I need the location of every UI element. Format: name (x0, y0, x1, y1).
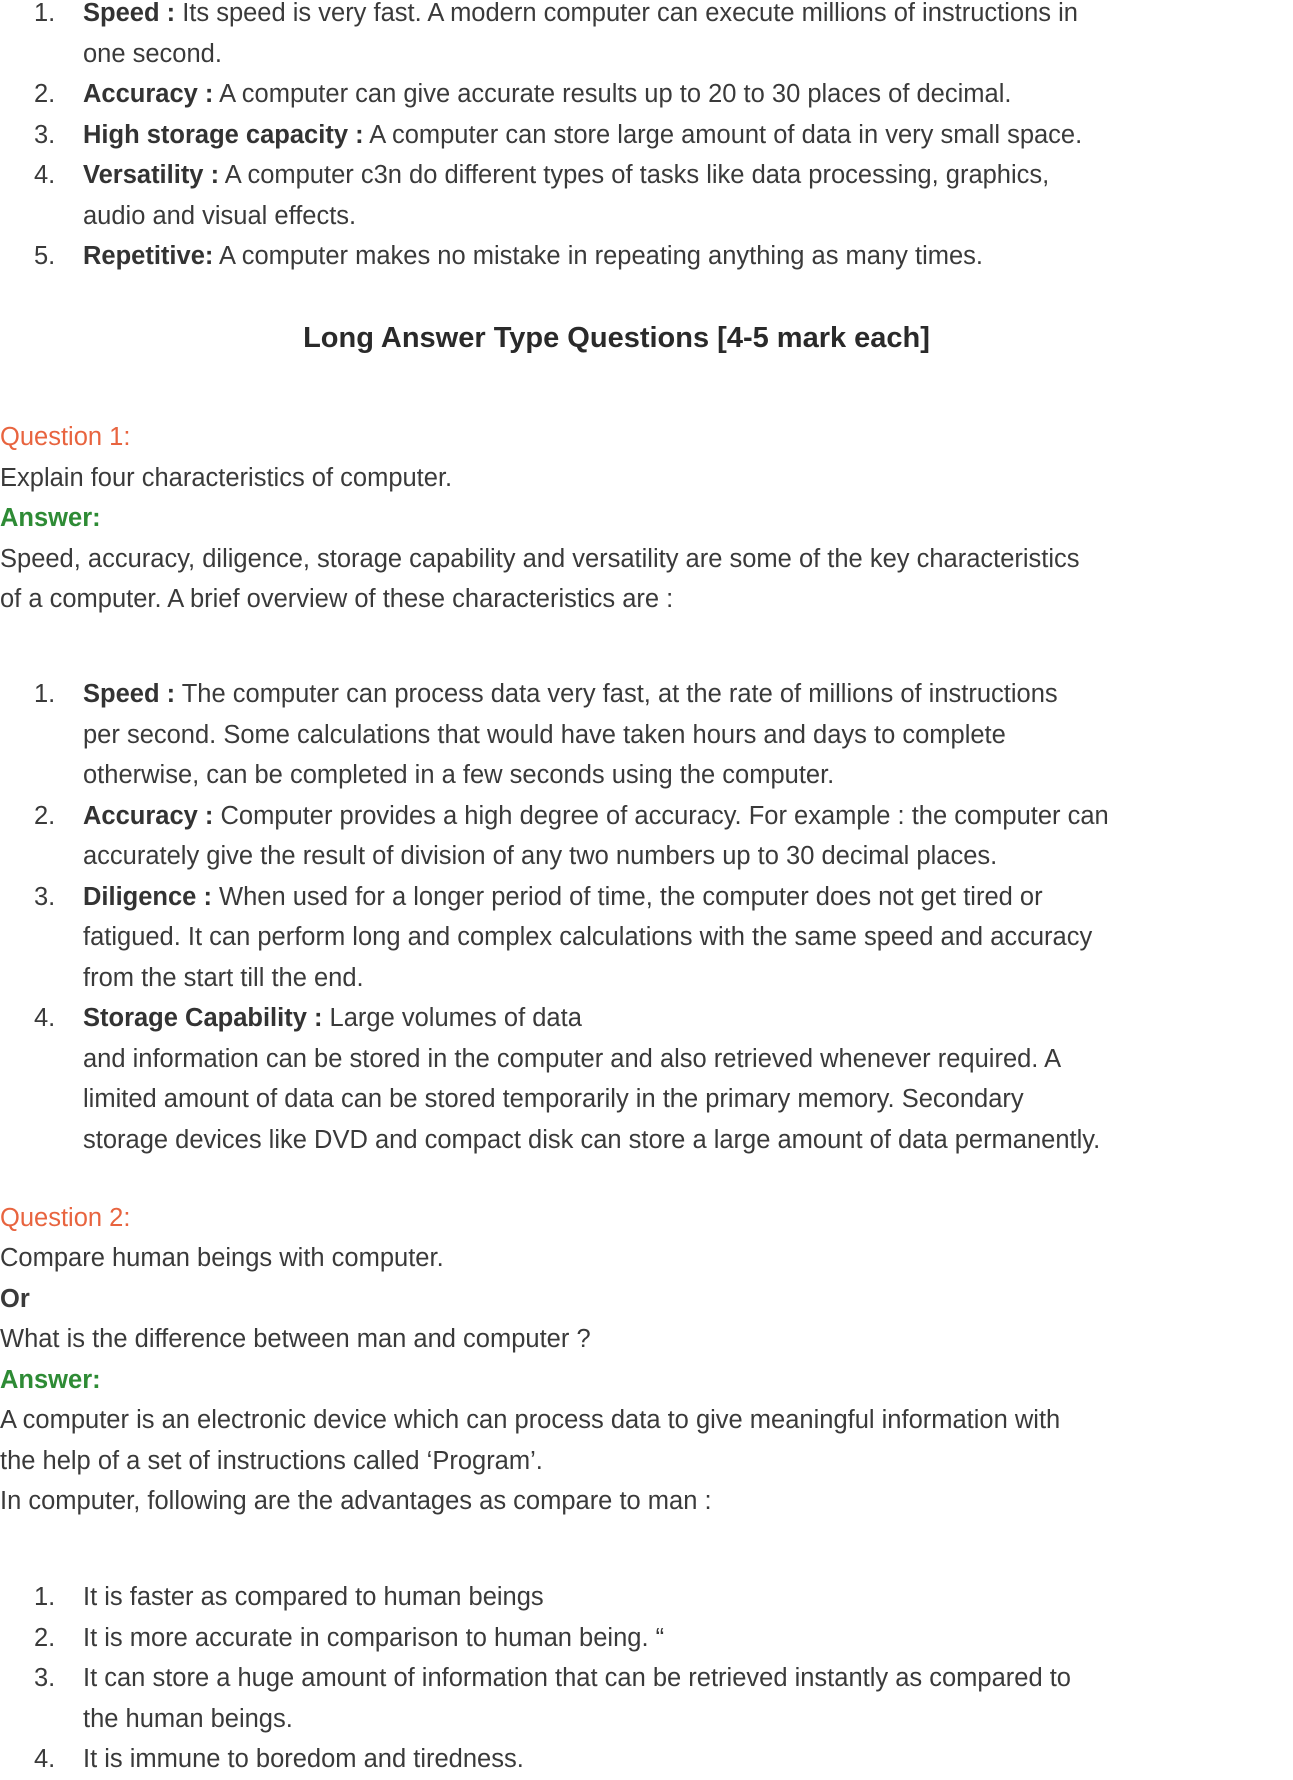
question-2-text: Compare human beings with computer. (0, 1244, 444, 1272)
list-item-text: The computer can process data very fast, at the rate of millions of instructions (175, 680, 1058, 708)
list-item-text: It is more accurate in comparison to human being. “ (83, 1623, 665, 1652)
answer-1-intro-line: Speed, accuracy, diligence, storage capability and versatility are some of the key characteristics (0, 544, 1080, 573)
list-item-line (0, 34, 1293, 75)
list-item-line (0, 836, 1293, 877)
list-item-term: Accuracy : (83, 801, 214, 830)
list-item-line (0, 1618, 1293, 1659)
list-number: 1. (34, 0, 56, 27)
list-item-line (0, 196, 1293, 237)
list-item-text: and information can be stored in the computer and also retrieved whenever required. A (83, 1044, 1062, 1073)
list-item-line (0, 1577, 1293, 1618)
list-item-line (0, 998, 1293, 1039)
list-item-text: accurately give the result of division of any two numbers up to 30 decimal places. (83, 842, 998, 870)
answer-2-intro-line: A computer is an electronic device which can process data to give meaningful information with (0, 1406, 1061, 1434)
list-number: 3. (34, 1664, 56, 1692)
question-2-label: Question 2: (0, 1203, 131, 1232)
list-item-line (0, 236, 1293, 277)
list-item-text: It is immune to boredom and tiredness. (83, 1745, 524, 1773)
list-item-text: audio and visual effects. (83, 201, 357, 230)
list-item-term: Accuracy : (83, 80, 214, 108)
question-1-label: Question 1: (0, 423, 131, 451)
list-item-line (0, 74, 1293, 115)
list-number: 2. (34, 1623, 56, 1652)
list-item-term: Diligence : (83, 882, 212, 911)
list-item-text: Its speed is very fast. A modern computer can execute millions of instructions in (175, 0, 1078, 27)
list-item-line (0, 715, 1293, 756)
answer-2-intro-line: the help of a set of instructions called ‘Program’. (0, 1446, 543, 1475)
list-number: 1. (34, 1583, 56, 1611)
list-item-line (0, 115, 1293, 156)
list-item-text: A computer c3n do different types of tasks like data processing, graphics, (219, 161, 1050, 189)
list-item-line (0, 674, 1293, 715)
list-item-text: storage devices like DVD and compact disk can store a large amount of data permanently. (83, 1125, 1101, 1154)
list-number: 4. (34, 161, 56, 189)
list-item-text: from the start till the end. (83, 963, 364, 992)
list-item-text: When used for a longer period of time, the computer does not get tired or (211, 882, 1043, 911)
list-item-line (0, 1658, 1293, 1699)
list-number: 3. (34, 120, 56, 149)
answer-2-list (0, 1577, 1293, 1780)
characteristics-list (0, 0, 1293, 277)
list-item-line (0, 155, 1293, 196)
list-item-text: A computer can give accurate results up to 20 to 30 places of decimal. (213, 80, 1012, 108)
list-item-text: fatigued. It can perform long and complex calculations with the same speed and accuracy (83, 923, 1093, 951)
answer-1-label: Answer: (0, 504, 101, 532)
list-item-term: Speed : (83, 0, 176, 27)
list-item-text: A computer makes no mistake in repeating anything as many times. (213, 242, 984, 270)
list-item-line (0, 877, 1293, 918)
list-item-line (0, 1039, 1293, 1080)
list-number: 2. (34, 801, 56, 830)
list-item-text: per second. Some calculations that would have taken hours and days to complete (83, 720, 1006, 749)
list-item-text: one second. (83, 39, 222, 68)
answer-2-intro-line: In computer, following are the advantages as compare to man : (0, 1487, 712, 1515)
section-heading: Long Answer Type Questions [4-5 mark each] (303, 322, 930, 354)
list-item-line (0, 796, 1293, 837)
list-item-term: Repetitive: (83, 242, 214, 270)
list-item-line (0, 958, 1293, 999)
list-number: 4. (34, 1745, 56, 1773)
list-item-text: otherwise, can be completed in a few seconds using the computer. (83, 761, 835, 789)
list-item-line (0, 1079, 1293, 1120)
list-item-text: the human beings. (83, 1704, 293, 1733)
list-item-text: Large volumes of data (322, 1004, 582, 1032)
list-item-term: Storage Capability : (83, 1004, 323, 1032)
list-number: 3. (34, 882, 56, 911)
list-number: 5. (34, 242, 56, 270)
question-2-alt-text: What is the difference between man and computer ? (0, 1325, 591, 1353)
list-item-line (0, 0, 1293, 34)
answer-2-label: Answer: (0, 1365, 101, 1394)
answer-1-list (0, 674, 1293, 1160)
list-item-text: It can store a huge amount of information that can be retrieved instantly as compared to (83, 1664, 1071, 1692)
list-item-text: Computer provides a high degree of accuracy. For example : the computer can (213, 801, 1109, 830)
question-1-text: Explain four characteristics of computer. (0, 463, 453, 492)
list-item-term: Versatility : (83, 161, 220, 189)
list-item-line (0, 917, 1293, 958)
list-item-text: It is faster as compared to human beings (83, 1583, 544, 1611)
list-number: 2. (34, 80, 56, 108)
answer-1-intro-line: of a computer. A brief overview of these characteristics are : (0, 585, 674, 613)
list-number: 1. (34, 680, 56, 708)
list-item-term: High storage capacity : (83, 120, 364, 149)
list-number: 4. (34, 1004, 56, 1032)
list-item-text: limited amount of data can be stored temporarily in the primary memory. Secondary (83, 1085, 1024, 1113)
list-item-term: Speed : (83, 680, 176, 708)
list-item-line (0, 1699, 1293, 1740)
list-item-line (0, 1739, 1293, 1780)
or-label: Or (0, 1284, 30, 1313)
list-item-line (0, 755, 1293, 796)
list-item-text: A computer can store large amount of data in very small space. (363, 120, 1083, 149)
list-item-line (0, 1120, 1293, 1161)
